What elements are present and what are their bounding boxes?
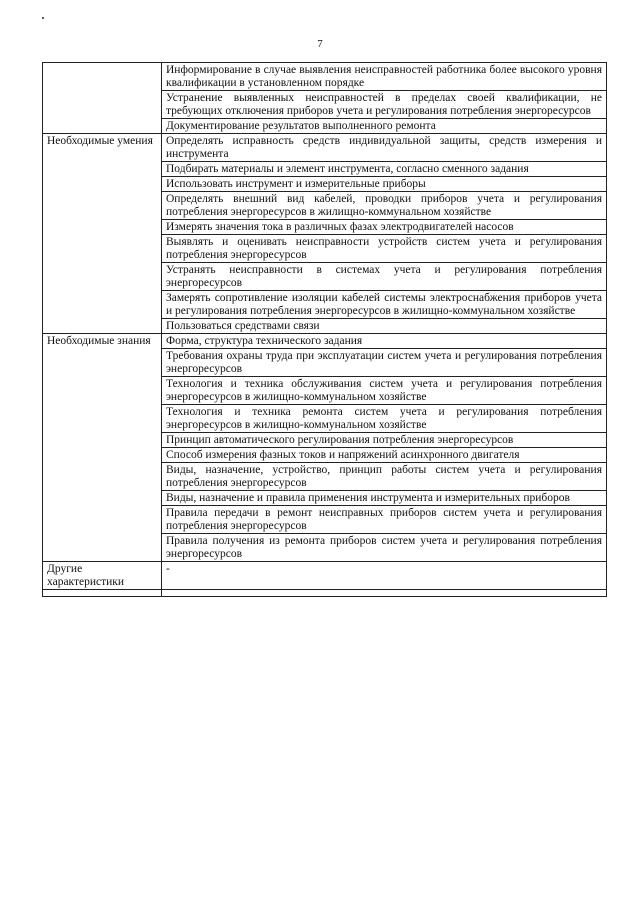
section-item: Способ измерения фазных токов и напряжений асинхронного двигателя — [162, 448, 607, 463]
section-item: Технология и техника ремонта систем учета и регулирования потребления энергоресурсов в жилищно-коммунальном хозяйстве — [162, 405, 607, 433]
section-item: Устранять неисправности в системах учета и регулирования потребления энергоресурсов — [162, 263, 607, 291]
scan-speck — [42, 17, 44, 19]
section-item: Использовать инструмент и измерительные приборы — [162, 177, 607, 192]
section-item: Устранение выявленных неисправностей в пределах своей квалификации, не требующих отключения приборов учета и регулирования потребления энергоресурсов — [162, 91, 607, 119]
qualification-table — [42, 62, 607, 597]
section-item: Принцип автоматического регулирования потребления энергоресурсов — [162, 433, 607, 448]
section-label: Другие характеристики — [43, 562, 162, 590]
spacer-cell — [162, 590, 607, 597]
table-row-spacer — [43, 590, 607, 597]
section-item: Измерять значения тока в различных фазах электродвигателей насосов — [162, 220, 607, 235]
section-label: Необходимые умения — [43, 134, 162, 334]
section-item: Виды, назначение и правила применения инструмента и измерительных приборов — [162, 491, 607, 506]
section-item: Документирование результатов выполненного ремонта — [162, 119, 607, 134]
section-label — [43, 63, 162, 134]
section-item: Выявлять и оценивать неисправности устройств систем учета и регулирования потребления энергоресурсов — [162, 235, 607, 263]
table-row — [43, 63, 607, 91]
section-item: Определять внешний вид кабелей, проводки приборов учета и регулирования потребления энергоресурсов в жилищно-коммунальном хозяйстве — [162, 192, 607, 220]
section-item: Определять исправность средств индивидуальной защиты, средств измерения и инструмента — [162, 134, 607, 162]
section-item: Подбирать материалы и элемент инструмента, согласно сменного задания — [162, 162, 607, 177]
section-item: Технология и техника обслуживания систем учета и регулирования потребления энергоресурсов в жилищно-коммунальном хозяйстве — [162, 377, 607, 405]
table-row — [43, 562, 607, 590]
section-item: Требования охраны труда при эксплуатации систем учета и регулирования потребления энергоресурсов — [162, 349, 607, 377]
section-item: Пользоваться средствами связи — [162, 319, 607, 334]
section-label: Необходимые знания — [43, 334, 162, 562]
section-item: Информирование в случае выявления неисправностей работника более высокого уровня квалификации в установленном порядке — [162, 63, 607, 91]
section-item: Форма, структура технического задания — [162, 334, 607, 349]
section-item: Правила получения из ремонта приборов систем учета и регулирования потребления энергоресурсов — [162, 534, 607, 562]
section-item: Виды, назначение, устройство, принцип работы систем учета и регулирования потребления энергоресурсов — [162, 463, 607, 491]
table-body — [43, 63, 607, 597]
section-item: Правила передачи в ремонт неисправных приборов систем учета и регулирования потребления энергоресурсов — [162, 506, 607, 534]
section-item: Замерять сопротивление изоляции кабелей системы электроснабжения приборов учета и регулирования потребления энергоресурсов в жилищно-коммунальном хозяйстве — [162, 291, 607, 319]
table-row — [43, 334, 607, 349]
page-number: 7 — [317, 38, 323, 50]
table-row — [43, 134, 607, 162]
section-item: - — [162, 562, 607, 590]
spacer-cell — [43, 590, 162, 597]
